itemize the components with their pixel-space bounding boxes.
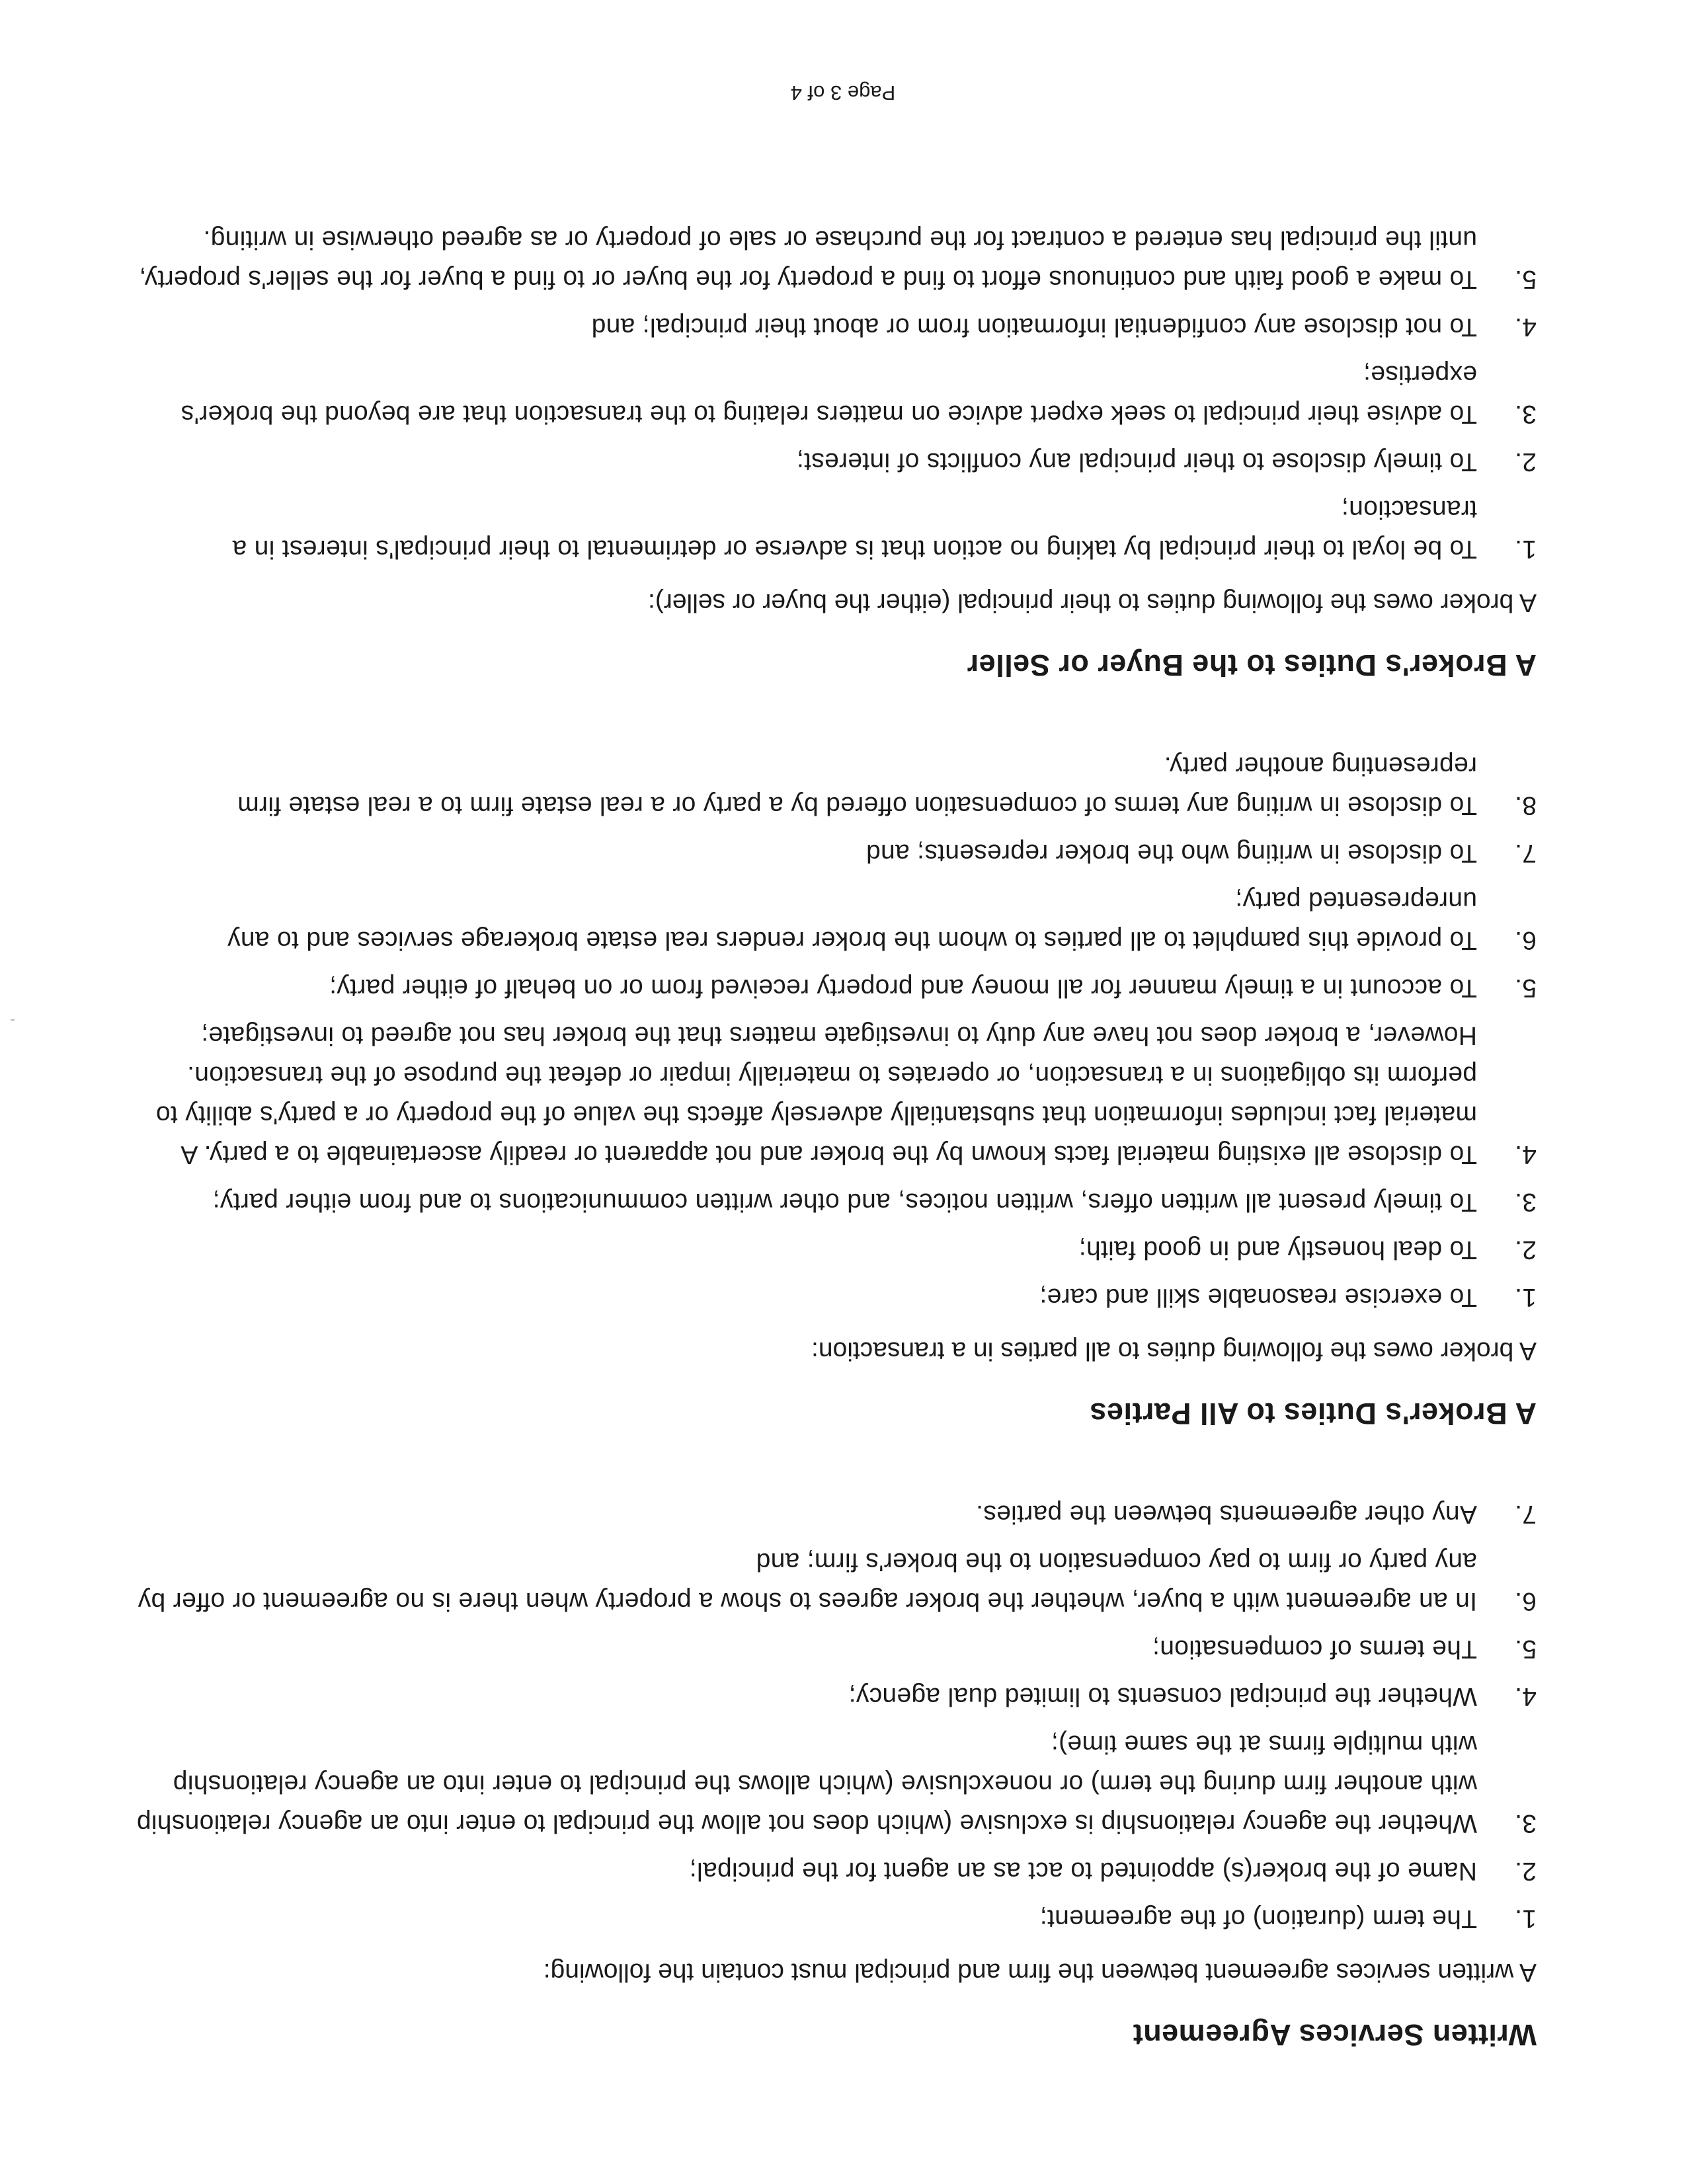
item-number: 7. [1514, 1500, 1537, 1528]
item-number: 7. [1514, 839, 1537, 867]
list-item [128, 1629, 1537, 1668]
item-text: Whether the agency relationship is exclusive (which does not allow the principal to enter into an agency relationship with another firm during the term) or nonexclusive (which allows the principal to enter into an agency relationship with multiple firms at the same time); [136, 1730, 1477, 1838]
item-text: To deal honestly and in good faith; [1078, 1235, 1477, 1264]
section-heading: A Broker's Duties to the Buyer or Seller [967, 648, 1537, 682]
item-number: 2. [1514, 1857, 1537, 1885]
document-body [128, 156, 1537, 2052]
list-item [128, 307, 1537, 346]
list-item [128, 1541, 1537, 1621]
item-number: 5. [1514, 974, 1537, 1002]
section-heading: Written Services Agreement [1133, 2018, 1537, 2052]
list-item [128, 1724, 1537, 1843]
item-text: To account in a timely manner for all money and property received from or on behalf of either party; [329, 974, 1477, 1002]
item-text: In an agreement with a buyer, whether the broker agrees to show a property when there is no agreement or offer by any party or firm to pay compensation to the broker's firm; and [138, 1547, 1477, 1616]
section-intro: A broker owes the following duties to all parties in a transaction: [811, 1337, 1537, 1365]
item-text: The terms of compensation; [1152, 1635, 1477, 1663]
item-number: 1. [1514, 1904, 1537, 1933]
item-number: 6. [1514, 926, 1537, 955]
list-item [128, 1898, 1537, 1938]
list-item [128, 1229, 1537, 1269]
list-item [128, 880, 1537, 960]
section-duties-to-buyer-or-seller [128, 219, 1537, 682]
duty-list [128, 746, 1537, 1317]
list-item [128, 442, 1537, 481]
list-item [128, 489, 1537, 568]
item-number: 4. [1514, 1140, 1537, 1169]
list-item [128, 354, 1537, 434]
list-item [128, 1015, 1537, 1174]
list-item [128, 968, 1537, 1007]
scan-mark [11, 1019, 15, 1021]
list-item [128, 219, 1537, 299]
item-number: 3. [1514, 400, 1537, 428]
list-item [128, 833, 1537, 873]
item-number: 4. [1514, 1682, 1537, 1711]
item-number: 1. [1514, 535, 1537, 563]
section-intro: A written services agreement between the firm and principal must contain the following: [543, 1958, 1537, 1986]
item-text: To not disclose any confidential information from or about their principal; and [591, 313, 1477, 341]
list-item [128, 1676, 1537, 1716]
item-text: To advise their principal to seek expert advice on matters relating to the transaction that are beyond the broker's expertise; [181, 360, 1477, 428]
item-text: To timely disclose to their principal any conflicts of interest; [796, 448, 1477, 476]
section-intro: A broker owes the following duties to their principal (either the buyer or seller): [648, 588, 1537, 617]
section-written-services-agreement [128, 1494, 1537, 2052]
item-text: Name of the broker(s) appointed to act as an agent for the principal; [689, 1857, 1477, 1885]
item-number: 5. [1514, 265, 1537, 293]
list-item [128, 1277, 1537, 1317]
item-text: To disclose all existing material facts known by the broker and not apparent or readily ascertainable to a party. A material fact includes information that substantially adversely affects the value of the property or a party's ability to perform its obligations in a transaction, or operates to materially impair or defeat the purpose of the transaction. However, a broker does not have any duty to investigate matters that the broker has not agreed to investigate; [155, 1021, 1477, 1169]
list-item [128, 1182, 1537, 1222]
item-number: 2. [1514, 1235, 1537, 1264]
item-text: Any other agreements between the parties. [975, 1500, 1477, 1528]
item-text: The term (duration) of the agreement; [1039, 1904, 1477, 1933]
item-text: To make a good faith and continuous effort to find a property for the buyer or to find a buyer for the seller's property, until the principal has entered a contract for the purchase or sale of property or as agreed otherwise in writing. [139, 225, 1477, 293]
item-text: To be loyal to their principal by taking no action that is adverse or detrimental to their principal's interest in a transaction; [232, 495, 1477, 563]
item-number: 4. [1514, 313, 1537, 341]
item-text: To exercise reasonable skill and care; [1039, 1283, 1477, 1311]
item-text: To disclose in writing who the broker represents; and [865, 839, 1477, 867]
item-text: To timely present all written offers, written notices, and other written communications to and from either party; [212, 1188, 1477, 1216]
section-heading: A Broker's Duties to All Parties [1089, 1397, 1537, 1430]
item-text: Whether the principal consents to limited dual agency; [848, 1682, 1477, 1711]
item-number: 6. [1514, 1587, 1537, 1616]
duty-list [128, 1494, 1537, 1938]
duty-list [128, 219, 1537, 568]
item-text: To disclose in writing any terms of compensation offered by a party or a real estate firm to a real estate firm representing another party. [237, 752, 1477, 820]
item-number: 8. [1514, 791, 1537, 820]
item-number: 1. [1514, 1283, 1537, 1311]
section-duties-to-all-parties [128, 746, 1537, 1430]
item-number: 2. [1514, 448, 1537, 476]
item-number: 5. [1514, 1635, 1537, 1663]
list-item [128, 1494, 1537, 1534]
list-item [128, 1851, 1537, 1891]
page-number: Page 3 of 4 [790, 81, 896, 104]
list-item [128, 746, 1537, 825]
item-number: 3. [1514, 1188, 1537, 1216]
item-text: To provide this pamphlet to all parties to whom the broker renders real estate brokerage services and to any unrepresented party; [227, 886, 1477, 955]
item-number: 3. [1514, 1809, 1537, 1838]
